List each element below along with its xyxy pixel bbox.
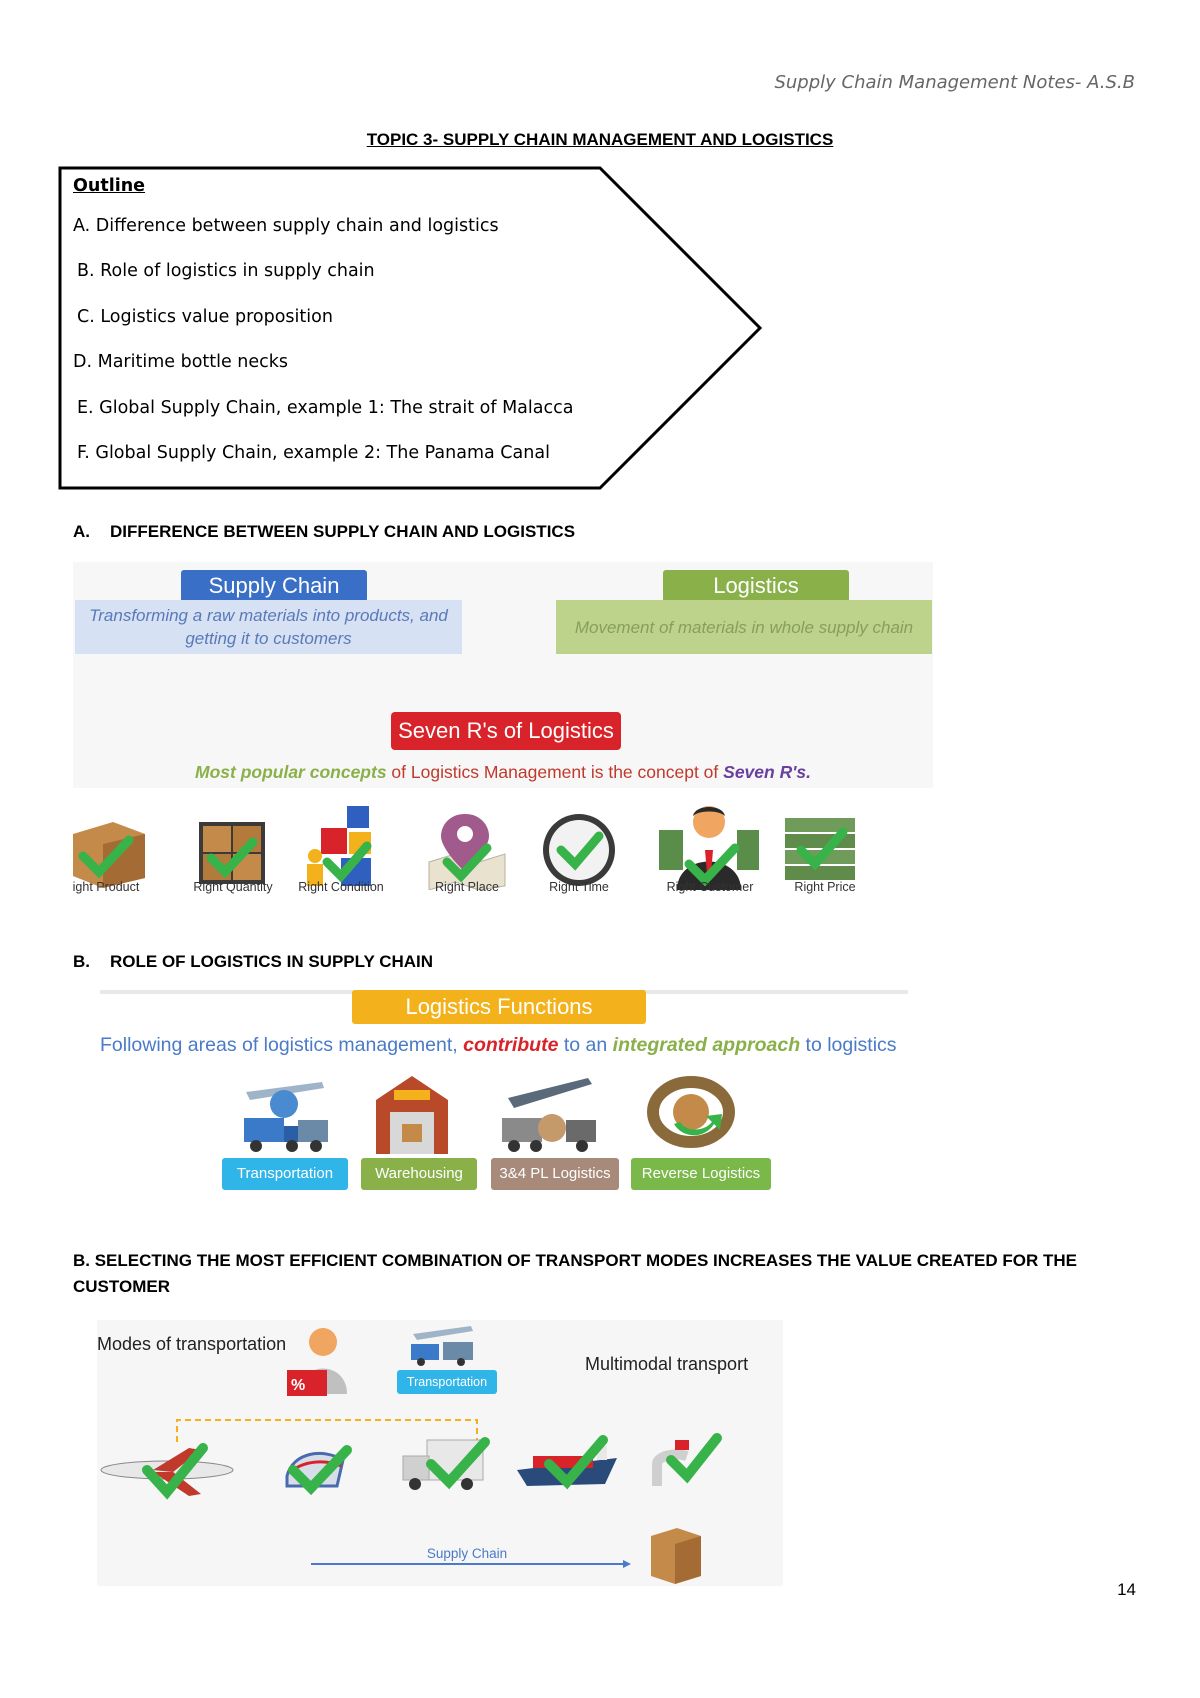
topic-title: TOPIC 3- SUPPLY CHAIN MANAGEMENT AND LOGISTICS	[366, 130, 834, 149]
truck-icon	[403, 1440, 485, 1490]
logistics-functions-title: Logistics Functions	[352, 990, 646, 1024]
section-b-letter: B.	[73, 952, 90, 971]
outline-item-a: A. Difference between supply chain and logistics	[73, 216, 499, 236]
third-party-logistics-icon	[496, 1074, 602, 1156]
concept-middle: of Logistics Management is the concept of	[386, 762, 724, 782]
warehousing-label: Warehousing	[361, 1158, 477, 1190]
supply-chain-label: Supply Chain	[181, 570, 367, 602]
clock-icon	[539, 810, 619, 890]
logistics-functions-figure	[100, 990, 908, 1200]
reverse-logistics-label: Reverse Logistics	[631, 1158, 771, 1190]
right-customer-label: Right Customer	[666, 880, 754, 894]
svg-text:%: %	[291, 1377, 306, 1394]
page-number: 14	[1117, 1580, 1136, 1599]
logistics-label: Logistics	[663, 570, 849, 602]
map-pin-icon	[425, 810, 509, 890]
sentence-contribute: contribute	[463, 1034, 559, 1056]
right-time-label: Right Time	[549, 880, 609, 894]
sentence-start: Following areas of logistics management,	[100, 1034, 464, 1056]
outline-list	[73, 176, 573, 488]
functions-row	[100, 1074, 908, 1200]
outline-item-d: D. Maritime bottle necks	[73, 352, 289, 373]
warehouse-icon	[372, 1072, 452, 1156]
delivery-box-icon	[651, 1528, 701, 1584]
reverse-logistics-icon	[646, 1072, 736, 1156]
outline-item-f: F. Global Supply Chain, example 2: The Panama Canal	[77, 442, 550, 463]
businessman-icon	[659, 800, 759, 892]
seven-rs-icons-row	[73, 788, 933, 928]
sentence-end: to logistics	[800, 1034, 897, 1056]
section-b-heading	[73, 952, 433, 972]
seven-rs-figure	[73, 562, 933, 928]
money-stack-icon	[781, 810, 861, 890]
section-c-heading: B. SELECTING THE MOST EFFICIENT COMBINATION OF TRANSPORT MODES INCREASES THE VALUE CREATED FOR THE CUSTOMER	[73, 1251, 1077, 1296]
worker-blocks-icon	[301, 806, 381, 890]
ship-icon	[517, 1440, 617, 1486]
sentence-integrated: integrated approach	[612, 1034, 801, 1056]
concept-highlight: Most popular concepts	[195, 762, 387, 782]
transportation-small-icon	[405, 1322, 479, 1366]
customer-discount-icon	[287, 1324, 353, 1400]
section-b-title: ROLE OF LOGISTICS IN SUPPLY CHAIN	[110, 952, 434, 971]
logistics-description: Movement of materials in whole supply chain	[556, 600, 932, 654]
seven-rs-concept	[73, 762, 933, 783]
outline-heading: Outline	[73, 176, 146, 196]
outline-item-e: E. Global Supply Chain, example 1: The strait of Malacca	[77, 397, 574, 418]
train-icon	[287, 1450, 347, 1488]
transport-badge: Transportation	[397, 1370, 497, 1394]
supply-chain-caption: Supply Chain	[426, 1546, 508, 1561]
section-a-letter: A.	[73, 522, 90, 541]
outline-item-b: B. Role of logistics in supply chain	[77, 261, 375, 282]
header-note: Supply Chain Management Notes- A.S.B	[774, 72, 1135, 93]
transportation-icon	[236, 1074, 332, 1156]
supply-chain-description: Transforming a raw materials into products, and getting it to customers	[75, 600, 462, 654]
right-condition-label: Right Condition	[298, 880, 384, 894]
modes-of-transportation-figure	[97, 1320, 783, 1586]
third-party-logistics-label: 3&4 PL Logistics	[491, 1158, 619, 1190]
right-product-label: ight Product	[73, 880, 140, 894]
airplane-icon	[101, 1448, 233, 1496]
right-place-label: Right Place	[435, 880, 499, 894]
section-a-title: DIFFERENCE BETWEEN SUPPLY CHAIN AND LOGISTICS	[110, 522, 576, 541]
seven-rs-title: Seven R's of Logistics	[391, 712, 621, 750]
functions-sentence	[100, 1034, 908, 1057]
modes-label: Modes of transportation	[97, 1334, 287, 1354]
section-a-heading	[73, 522, 575, 542]
pipeline-icon	[657, 1438, 717, 1486]
transportation-label: Transportation	[222, 1158, 348, 1190]
sentence-to-an: to an	[558, 1034, 613, 1056]
right-quantity-label: Right Quantity	[193, 880, 273, 894]
outline-item-c: C. Logistics value proposition	[77, 306, 333, 327]
multimodal-label: Multimodal transport	[585, 1354, 749, 1374]
right-price-label: Right Price	[794, 880, 856, 894]
concept-seven-rs: Seven R's.	[723, 762, 811, 782]
